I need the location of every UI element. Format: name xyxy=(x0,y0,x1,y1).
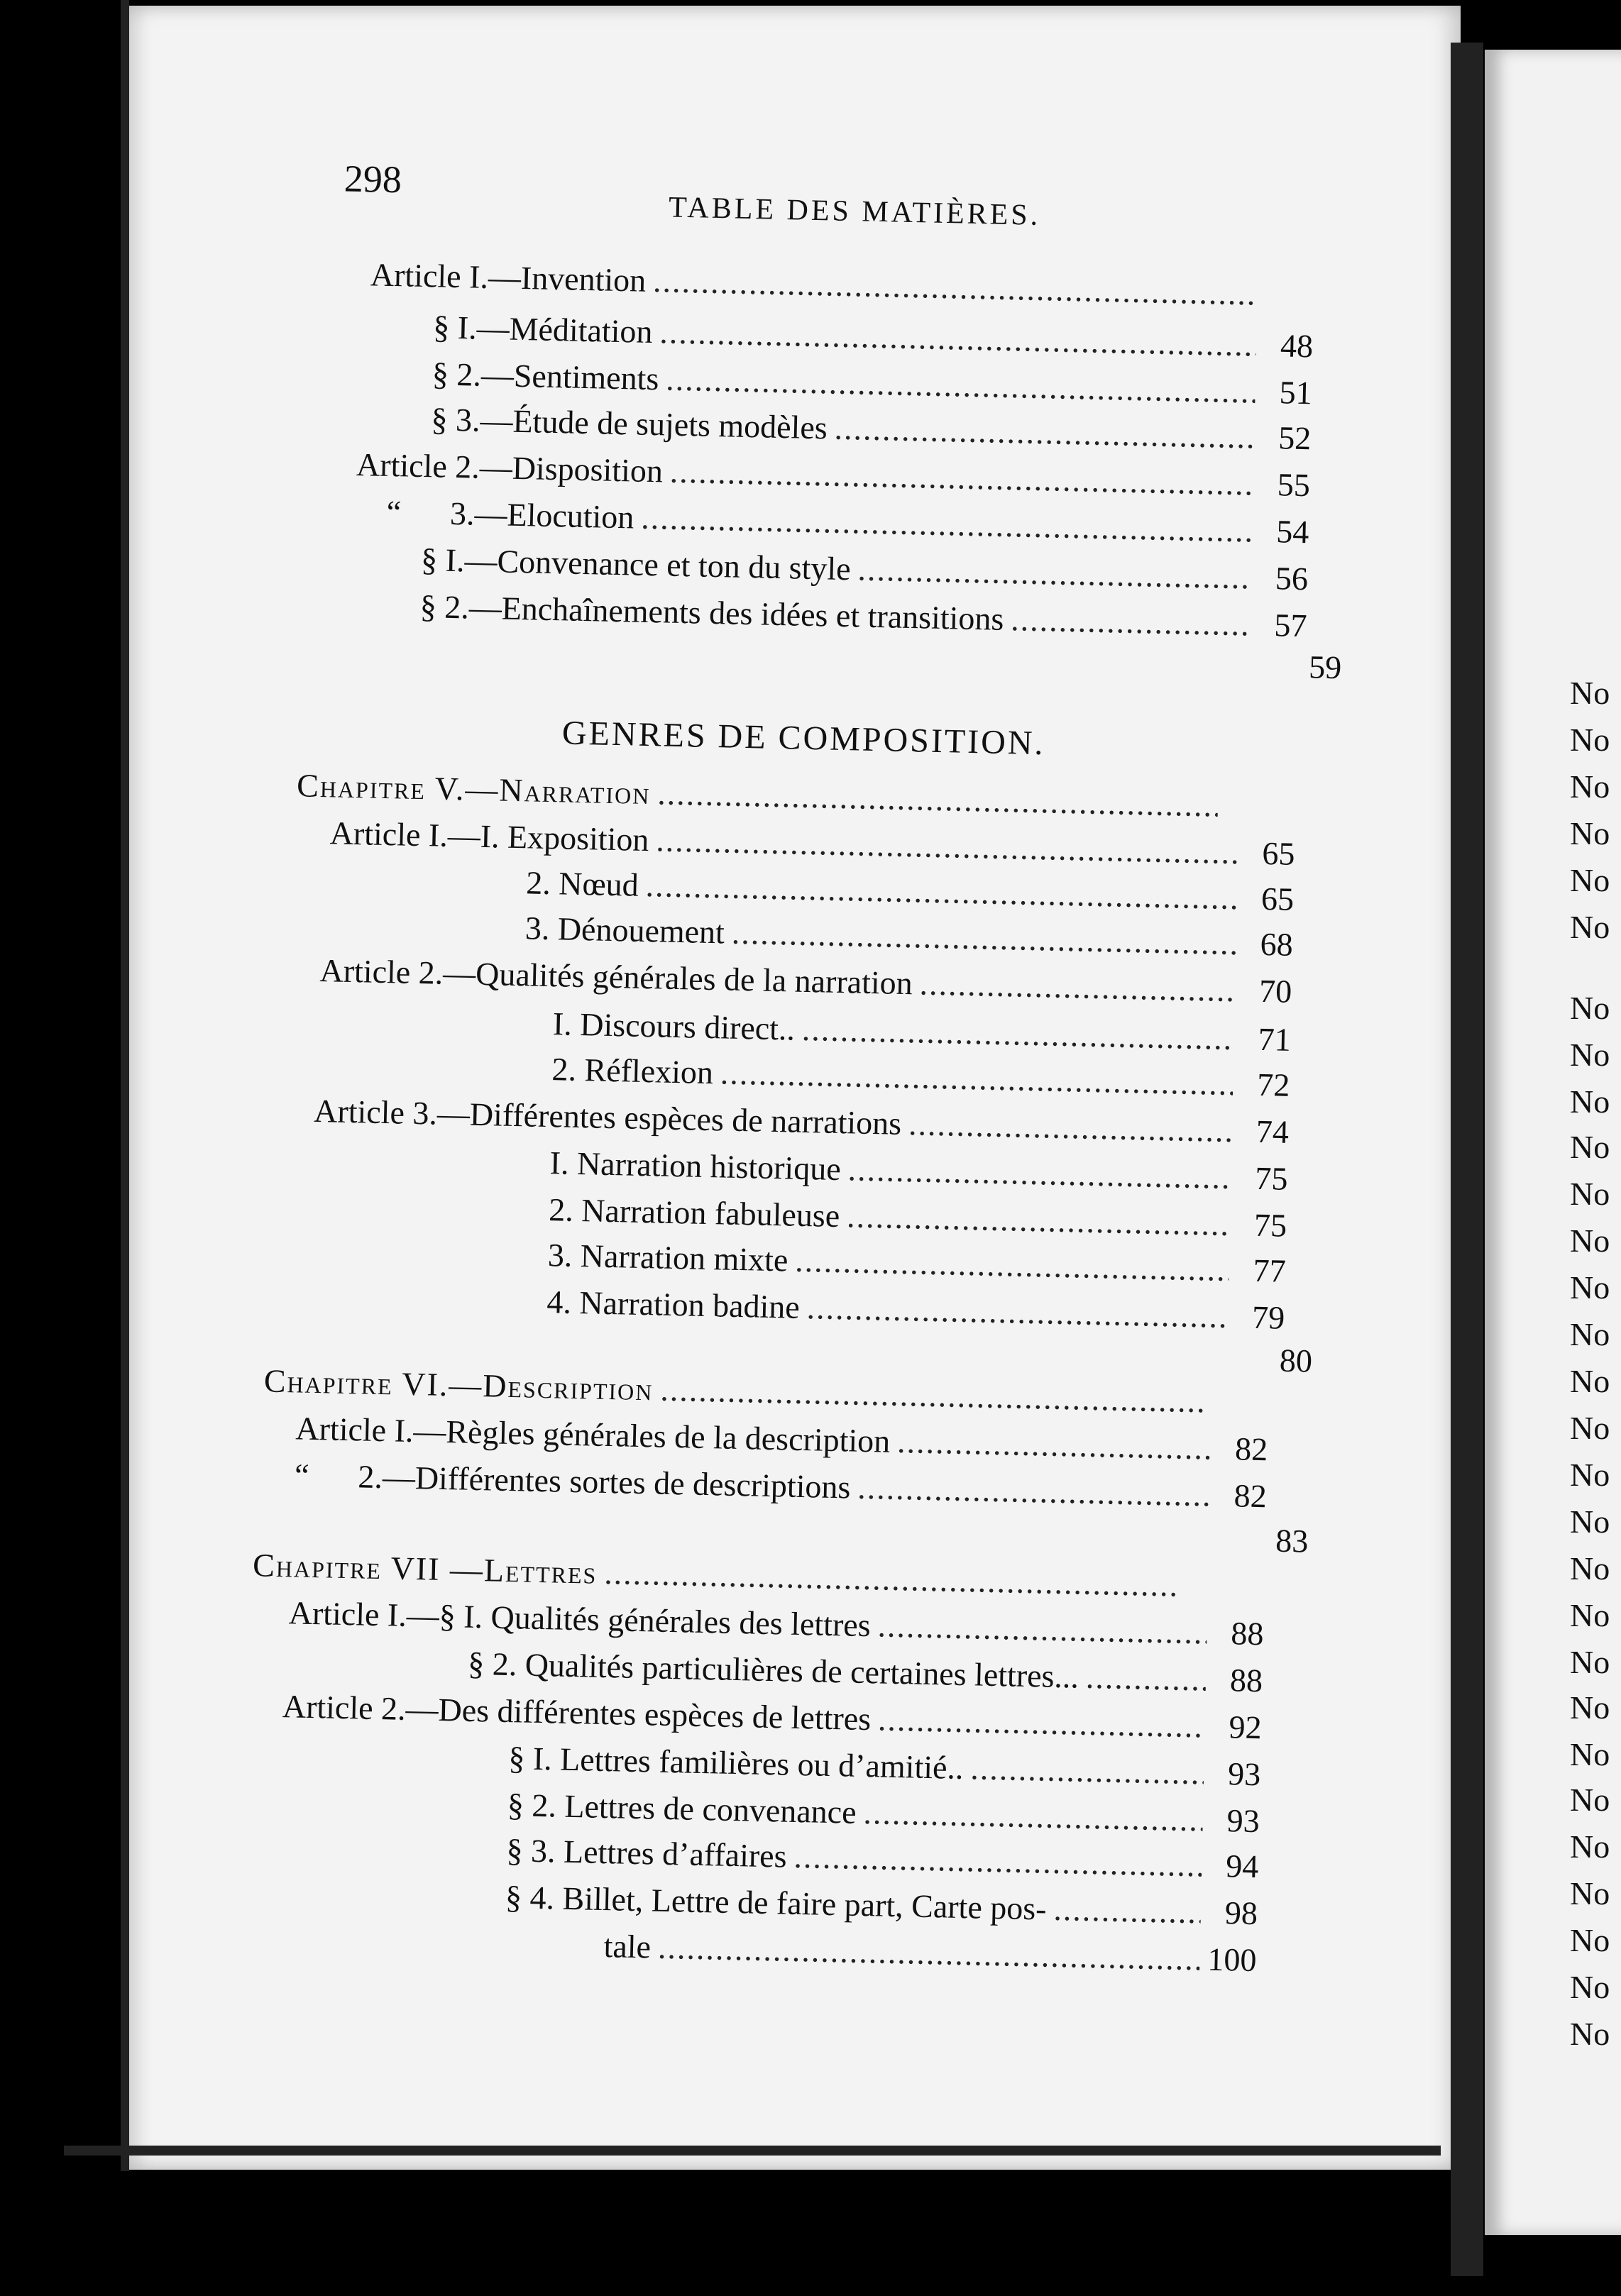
page-ref xyxy=(1225,817,1275,818)
number-marker: No xyxy=(1570,909,1610,945)
entry-label: “ 3.—Elocution xyxy=(386,493,634,536)
leader-dots xyxy=(857,548,1252,599)
entry-label: Article I.—Règles générales de la description xyxy=(295,1410,891,1459)
number-marker: No xyxy=(1570,2016,1610,2052)
leader-dots xyxy=(897,1420,1211,1470)
page-ref: 68 xyxy=(1260,925,1294,963)
entry-label: I. Discours direct.. xyxy=(552,1005,796,1047)
number-marker: No xyxy=(1570,1922,1610,1958)
entry-label: Chapitre VII —Lettres xyxy=(252,1547,598,1591)
entry-label: Article 3.—Différentes espèces de narrations xyxy=(313,1092,902,1142)
number-marker: No xyxy=(1570,815,1610,851)
entry-label: § 3. Lettres d’affaires xyxy=(506,1832,788,1875)
number-marker: No xyxy=(1570,1969,1610,2005)
page-ref: 82 xyxy=(1234,1430,1268,1468)
page-ref: 55 xyxy=(1277,466,1311,504)
number-marker: No xyxy=(1570,675,1610,711)
page-ref: 74 xyxy=(1255,1113,1290,1150)
entry-label: § 2.—Sentiments xyxy=(432,355,659,397)
page-ref: 88 xyxy=(1229,1662,1263,1699)
entry-label: § 4. Billet, Lettre de faire part, Carte pos- xyxy=(505,1879,1048,1927)
section-heading: GENRES DE COMPOSITION. xyxy=(561,714,1046,763)
leader-dots xyxy=(801,1008,1234,1060)
leader-dots xyxy=(1085,1656,1206,1701)
leader-dots xyxy=(641,497,1253,553)
entry-label: § 2. Lettres de convenance xyxy=(507,1787,857,1831)
leader-dots xyxy=(731,912,1236,965)
number-marker: No xyxy=(1570,1550,1610,1586)
leader-dots xyxy=(604,1552,1180,1607)
entry-label: § 2.—Enchaînements des idées et transitions xyxy=(419,587,1004,637)
page-ref: 56 xyxy=(1275,560,1309,597)
page-ref: 51 xyxy=(1279,374,1313,412)
number-marker: No xyxy=(1570,990,1610,1026)
entry-label: Article I.—§ I. Qualités générales des lettres xyxy=(288,1594,872,1644)
entry-label: § 2. Qualités particulières de certaines lettres... xyxy=(467,1645,1079,1695)
page-ref: 54 xyxy=(1275,513,1309,551)
page-ref: 65 xyxy=(1261,834,1296,872)
number-marker: No xyxy=(1570,1176,1610,1212)
toc-bottom-entry xyxy=(1245,1339,1312,1383)
entry-label: 2. Narration fabuleuse xyxy=(548,1191,840,1235)
number-marker: No xyxy=(1570,1828,1610,1865)
number-marker: No xyxy=(1570,1782,1610,1818)
page-ref: 75 xyxy=(1254,1159,1289,1197)
leader-dots xyxy=(863,1792,1203,1841)
page-ref: 94 xyxy=(1225,1848,1259,1885)
number-marker: No xyxy=(1570,768,1610,805)
entry-label: Article 2.—Des différentes espèces de lettres xyxy=(282,1688,872,1738)
leader-dots xyxy=(908,1103,1232,1152)
entry-label: 2. Nœud xyxy=(525,864,639,903)
number-marker: No xyxy=(1570,1597,1610,1633)
leader-dots xyxy=(793,1836,1202,1887)
page-ref: 52 xyxy=(1277,419,1312,457)
leader-dots xyxy=(657,1926,1200,1981)
entry-label: § I.—Convenance et ton du style xyxy=(420,541,852,587)
entry-label: Article I.—I. Exposition xyxy=(329,815,649,859)
page-ref: 88 xyxy=(1230,1615,1265,1652)
page-ref: 77 xyxy=(1253,1252,1287,1289)
page-ref: 80 xyxy=(1279,1342,1313,1379)
number-marker: No xyxy=(1570,722,1610,758)
entry-label: § 3.—Étude de sujets modèles xyxy=(431,401,828,446)
number-marker: No xyxy=(1570,1037,1610,1073)
entry-label: tale xyxy=(603,1928,652,1965)
leader-dots xyxy=(970,1747,1204,1794)
toc-bottom-entry xyxy=(603,1925,1257,1982)
leader-dots xyxy=(653,260,1258,316)
entry-label: Article 2.—Qualités générales de la narration xyxy=(319,952,913,1002)
page-ref: 83 xyxy=(1275,1522,1309,1560)
page-ref: 57 xyxy=(1273,607,1308,644)
leader-dots xyxy=(720,1052,1233,1105)
leader-dots xyxy=(1053,1888,1202,1934)
leader-dots xyxy=(795,1240,1230,1291)
entry-label: 3. Dénouement xyxy=(524,910,725,951)
entry-label: Chapitre V.—Narration xyxy=(296,767,651,812)
leader-dots xyxy=(834,407,1255,459)
leader-dots xyxy=(659,311,1257,366)
page-ref: 93 xyxy=(1226,1802,1260,1840)
number-marker: No xyxy=(1570,1083,1610,1120)
page-ref: 71 xyxy=(1258,1020,1292,1058)
number-marker: No xyxy=(1570,862,1610,898)
number-marker: No xyxy=(1570,1689,1610,1726)
leader-dots xyxy=(857,1467,1211,1517)
leader-dots xyxy=(847,1148,1231,1199)
page-ref: 82 xyxy=(1233,1477,1268,1515)
page-ref: 92 xyxy=(1229,1709,1263,1746)
number-marker: No xyxy=(1570,1129,1610,1165)
page-ref: 70 xyxy=(1258,972,1292,1010)
entry-label: 4. Narration badine xyxy=(546,1284,801,1325)
leader-dots xyxy=(657,772,1219,827)
leader-dots xyxy=(660,1369,1206,1423)
page-ref xyxy=(1211,1413,1261,1414)
number-marker: No xyxy=(1570,1363,1610,1399)
number-marker: No xyxy=(1570,1222,1610,1259)
entry-label: Article I.—Invention xyxy=(370,256,647,299)
leader-dots xyxy=(669,451,1253,506)
number-marker: No xyxy=(1570,1410,1610,1446)
page-ref: 75 xyxy=(1253,1206,1287,1244)
page-number: 298 xyxy=(344,157,402,202)
leader-dots xyxy=(919,962,1236,1012)
running-head: TABLE DES MATIÈRES. xyxy=(668,191,1041,232)
entry-label: Chapitre VI.—Description xyxy=(263,1362,654,1408)
toc-top-entry xyxy=(1277,645,1342,689)
entry-label: I. Narration historique xyxy=(549,1144,842,1188)
leader-dots xyxy=(806,1286,1229,1338)
page-ref: 72 xyxy=(1256,1066,1290,1103)
page-ref: 98 xyxy=(1224,1894,1258,1932)
page-ref xyxy=(1187,1596,1236,1598)
number-marker: No xyxy=(1570,1875,1610,1911)
entry-label: § I. Lettres familières ou d’amitié.. xyxy=(507,1740,965,1787)
number-marker: No xyxy=(1570,1736,1610,1772)
number-marker: No xyxy=(1570,1269,1610,1306)
page-ref: 79 xyxy=(1251,1298,1285,1336)
number-marker: No xyxy=(1570,1503,1610,1540)
entry-label: “ 2.—Différentes sortes de descriptions xyxy=(294,1457,851,1506)
page-ref: 100 xyxy=(1207,1941,1258,1979)
entry-label: § I.—Méditation xyxy=(432,309,654,351)
number-marker: No xyxy=(1570,1457,1610,1493)
number-marker: No xyxy=(1570,1644,1610,1680)
leader-dots xyxy=(847,1195,1231,1246)
toc-bottom-entry xyxy=(1241,1519,1309,1563)
leader-dots xyxy=(877,1698,1205,1748)
page-ref: 65 xyxy=(1260,880,1295,917)
entry-label: 3. Narration mixte xyxy=(547,1237,788,1279)
number-marker: No xyxy=(1570,1316,1610,1352)
page-ref: 93 xyxy=(1227,1755,1261,1793)
leader-dots xyxy=(877,1604,1207,1654)
page-ref: 59 xyxy=(1308,648,1342,686)
leader-dots xyxy=(1011,598,1251,646)
entry-label: Article 2.—Disposition xyxy=(356,446,664,490)
page-ref xyxy=(1264,305,1314,307)
entry-label: 2. Réflexion xyxy=(551,1051,714,1091)
page-ref: 48 xyxy=(1280,327,1314,365)
